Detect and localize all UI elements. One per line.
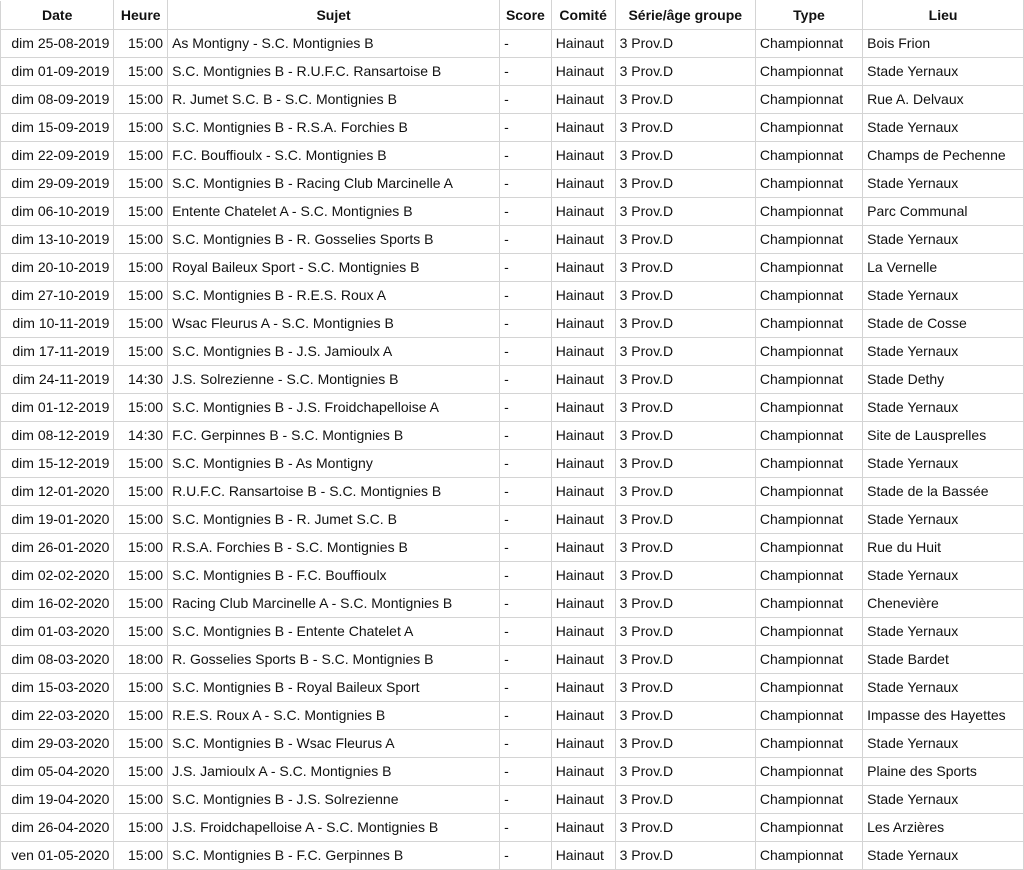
cell-sujet[interactable]: F.C. Bouffioulx - S.C. Montignies B xyxy=(168,142,500,170)
cell-sujet[interactable]: J.S. Solrezienne - S.C. Montignies B xyxy=(168,366,500,394)
cell-serie[interactable]: 3 Prov.D xyxy=(615,394,755,422)
cell-serie[interactable]: 3 Prov.D xyxy=(615,702,755,730)
cell-score[interactable]: - xyxy=(500,310,552,338)
cell-lieu[interactable]: Stade Yernaux xyxy=(863,786,1024,814)
table-row xyxy=(1,30,1024,58)
cell-date[interactable]: dim 05-04-2020 xyxy=(1,758,114,786)
table-row xyxy=(1,114,1024,142)
cell-type[interactable]: Championnat xyxy=(755,170,862,198)
header-date[interactable]: Date xyxy=(1,1,114,30)
cell-comite[interactable]: Hainaut xyxy=(551,86,615,114)
cell-heure[interactable]: 15:00 xyxy=(114,254,168,282)
cell-serie[interactable]: 3 Prov.D xyxy=(615,366,755,394)
cell-serie[interactable]: 3 Prov.D xyxy=(615,142,755,170)
table-row xyxy=(1,618,1024,646)
table-row xyxy=(1,254,1024,282)
cell-score[interactable]: - xyxy=(500,534,552,562)
cell-type[interactable]: Championnat xyxy=(755,198,862,226)
cell-type[interactable]: Championnat xyxy=(755,394,862,422)
cell-heure[interactable]: 15:00 xyxy=(114,394,168,422)
cell-heure[interactable]: 15:00 xyxy=(114,58,168,86)
cell-sujet[interactable]: R. Gosselies Sports B - S.C. Montignies B xyxy=(168,646,500,674)
cell-type[interactable]: Championnat xyxy=(755,814,862,842)
cell-score[interactable]: - xyxy=(500,590,552,618)
cell-lieu[interactable]: La Vernelle xyxy=(863,254,1024,282)
cell-comite[interactable]: Hainaut xyxy=(551,618,615,646)
table-row xyxy=(1,478,1024,506)
table-row xyxy=(1,366,1024,394)
cell-sujet[interactable]: R.S.A. Forchies B - S.C. Montignies B xyxy=(168,534,500,562)
cell-lieu[interactable]: Rue A. Delvaux xyxy=(863,86,1024,114)
cell-lieu[interactable]: Stade Yernaux xyxy=(863,450,1024,478)
cell-sujet[interactable]: S.C. Montignies B - J.S. Froidchapelloise A xyxy=(168,394,500,422)
header-type[interactable]: Type xyxy=(755,1,862,30)
table-row xyxy=(1,842,1024,870)
cell-comite[interactable]: Hainaut xyxy=(551,814,615,842)
cell-score[interactable]: - xyxy=(500,58,552,86)
cell-heure[interactable]: 15:00 xyxy=(114,674,168,702)
cell-serie[interactable]: 3 Prov.D xyxy=(615,450,755,478)
cell-score[interactable]: - xyxy=(500,786,552,814)
cell-sujet[interactable]: Wsac Fleurus A - S.C. Montignies B xyxy=(168,310,500,338)
cell-sujet[interactable]: S.C. Montignies B - Racing Club Marcinelle A xyxy=(168,170,500,198)
cell-score[interactable]: - xyxy=(500,758,552,786)
cell-comite[interactable]: Hainaut xyxy=(551,506,615,534)
cell-heure[interactable]: 14:30 xyxy=(114,366,168,394)
cell-date[interactable]: dim 20-10-2019 xyxy=(1,254,114,282)
cell-lieu[interactable]: Bois Frion xyxy=(863,30,1024,58)
cell-lieu[interactable]: Stade Yernaux xyxy=(863,338,1024,366)
cell-comite[interactable]: Hainaut xyxy=(551,758,615,786)
cell-type[interactable]: Championnat xyxy=(755,618,862,646)
table-row xyxy=(1,394,1024,422)
cell-comite[interactable]: Hainaut xyxy=(551,786,615,814)
cell-comite[interactable]: Hainaut xyxy=(551,394,615,422)
table-row xyxy=(1,282,1024,310)
cell-sujet[interactable]: S.C. Montignies B - Royal Baileux Sport xyxy=(168,674,500,702)
cell-type[interactable]: Championnat xyxy=(755,142,862,170)
cell-type[interactable]: Championnat xyxy=(755,786,862,814)
cell-comite[interactable]: Hainaut xyxy=(551,254,615,282)
cell-type[interactable]: Championnat xyxy=(755,450,862,478)
cell-serie[interactable]: 3 Prov.D xyxy=(615,254,755,282)
cell-heure[interactable]: 15:00 xyxy=(114,534,168,562)
cell-heure[interactable]: 15:00 xyxy=(114,170,168,198)
cell-heure[interactable]: 15:00 xyxy=(114,142,168,170)
cell-score[interactable]: - xyxy=(500,618,552,646)
cell-heure[interactable]: 15:00 xyxy=(114,114,168,142)
cell-lieu[interactable]: Stade Yernaux xyxy=(863,170,1024,198)
cell-serie[interactable]: 3 Prov.D xyxy=(615,730,755,758)
table-row xyxy=(1,646,1024,674)
cell-date[interactable]: dim 13-10-2019 xyxy=(1,226,114,254)
cell-serie[interactable]: 3 Prov.D xyxy=(615,422,755,450)
cell-lieu[interactable]: Stade Yernaux xyxy=(863,58,1024,86)
cell-lieu[interactable]: Site de Lausprelles xyxy=(863,422,1024,450)
cell-sujet[interactable]: As Montigny - S.C. Montignies B xyxy=(168,30,500,58)
cell-type[interactable]: Championnat xyxy=(755,30,862,58)
cell-score[interactable]: - xyxy=(500,730,552,758)
cell-lieu[interactable]: Stade Dethy xyxy=(863,366,1024,394)
cell-lieu[interactable]: Les Arzières xyxy=(863,814,1024,842)
cell-serie[interactable]: 3 Prov.D xyxy=(615,814,755,842)
cell-sujet[interactable]: S.C. Montignies B - Entente Chatelet A xyxy=(168,618,500,646)
cell-lieu[interactable]: Stade Yernaux xyxy=(863,562,1024,590)
cell-score[interactable]: - xyxy=(500,506,552,534)
cell-type[interactable]: Championnat xyxy=(755,562,862,590)
cell-date[interactable]: dim 26-01-2020 xyxy=(1,534,114,562)
cell-serie[interactable]: 3 Prov.D xyxy=(615,310,755,338)
table-row xyxy=(1,86,1024,114)
table-row xyxy=(1,422,1024,450)
cell-heure[interactable]: 18:00 xyxy=(114,646,168,674)
cell-serie[interactable]: 3 Prov.D xyxy=(615,58,755,86)
header-score[interactable]: Score xyxy=(500,1,552,30)
cell-heure[interactable]: 15:00 xyxy=(114,310,168,338)
cell-serie[interactable]: 3 Prov.D xyxy=(615,86,755,114)
cell-lieu[interactable]: Plaine des Sports xyxy=(863,758,1024,786)
table-row xyxy=(1,310,1024,338)
cell-score[interactable]: - xyxy=(500,338,552,366)
cell-comite[interactable]: Hainaut xyxy=(551,478,615,506)
cell-serie[interactable]: 3 Prov.D xyxy=(615,114,755,142)
cell-type[interactable]: Championnat xyxy=(755,338,862,366)
cell-comite[interactable]: Hainaut xyxy=(551,170,615,198)
cell-date[interactable]: dim 08-12-2019 xyxy=(1,422,114,450)
cell-date[interactable]: dim 16-02-2020 xyxy=(1,590,114,618)
cell-serie[interactable]: 3 Prov.D xyxy=(615,674,755,702)
cell-serie[interactable]: 3 Prov.D xyxy=(615,478,755,506)
table-row xyxy=(1,226,1024,254)
cell-comite[interactable]: Hainaut xyxy=(551,450,615,478)
cell-comite[interactable]: Hainaut xyxy=(551,366,615,394)
cell-serie[interactable]: 3 Prov.D xyxy=(615,758,755,786)
header-comite[interactable]: Comité xyxy=(551,1,615,30)
cell-date[interactable]: dim 01-09-2019 xyxy=(1,58,114,86)
cell-score[interactable]: - xyxy=(500,422,552,450)
cell-date[interactable]: dim 22-09-2019 xyxy=(1,142,114,170)
table-row xyxy=(1,786,1024,814)
cell-date[interactable]: dim 12-01-2020 xyxy=(1,478,114,506)
cell-heure[interactable]: 15:00 xyxy=(114,450,168,478)
cell-comite[interactable]: Hainaut xyxy=(551,562,615,590)
cell-heure[interactable]: 15:00 xyxy=(114,506,168,534)
cell-date[interactable]: dim 01-03-2020 xyxy=(1,618,114,646)
cell-sujet[interactable]: S.C. Montignies B - R.U.F.C. Ransartoise B xyxy=(168,58,500,86)
cell-lieu[interactable]: Stade Yernaux xyxy=(863,114,1024,142)
cell-heure[interactable]: 15:00 xyxy=(114,338,168,366)
cell-score[interactable]: - xyxy=(500,450,552,478)
cell-lieu[interactable]: Stade de Cosse xyxy=(863,310,1024,338)
cell-heure[interactable]: 14:30 xyxy=(114,422,168,450)
table-row xyxy=(1,534,1024,562)
cell-comite[interactable]: Hainaut xyxy=(551,590,615,618)
cell-date[interactable]: dim 01-12-2019 xyxy=(1,394,114,422)
cell-score[interactable]: - xyxy=(500,478,552,506)
header-sujet[interactable]: Sujet xyxy=(168,1,500,30)
cell-heure[interactable]: 15:00 xyxy=(114,198,168,226)
cell-comite[interactable]: Hainaut xyxy=(551,646,615,674)
cell-date[interactable]: dim 15-03-2020 xyxy=(1,674,114,702)
cell-comite[interactable]: Hainaut xyxy=(551,142,615,170)
cell-sujet[interactable]: J.S. Froidchapelloise A - S.C. Montignies B xyxy=(168,814,500,842)
table-row xyxy=(1,338,1024,366)
cell-date[interactable]: dim 24-11-2019 xyxy=(1,366,114,394)
cell-score[interactable]: - xyxy=(500,226,552,254)
cell-serie[interactable]: 3 Prov.D xyxy=(615,562,755,590)
cell-sujet[interactable]: Royal Baileux Sport - S.C. Montignies B xyxy=(168,254,500,282)
cell-score[interactable]: - xyxy=(500,254,552,282)
cell-comite[interactable]: Hainaut xyxy=(551,674,615,702)
cell-type[interactable]: Championnat xyxy=(755,58,862,86)
table-row xyxy=(1,814,1024,842)
cell-type[interactable]: Championnat xyxy=(755,254,862,282)
cell-heure[interactable]: 15:00 xyxy=(114,478,168,506)
cell-comite[interactable]: Hainaut xyxy=(551,282,615,310)
cell-serie[interactable]: 3 Prov.D xyxy=(615,30,755,58)
table-row xyxy=(1,142,1024,170)
cell-date[interactable]: dim 19-01-2020 xyxy=(1,506,114,534)
cell-heure[interactable]: 15:00 xyxy=(114,786,168,814)
table-row xyxy=(1,450,1024,478)
cell-score[interactable]: - xyxy=(500,30,552,58)
cell-date[interactable]: dim 25-08-2019 xyxy=(1,30,114,58)
cell-serie[interactable]: 3 Prov.D xyxy=(615,646,755,674)
cell-lieu[interactable]: Stade Yernaux xyxy=(863,842,1024,870)
cell-serie[interactable]: 3 Prov.D xyxy=(615,786,755,814)
cell-sujet[interactable]: R.E.S. Roux A - S.C. Montignies B xyxy=(168,702,500,730)
cell-sujet[interactable]: S.C. Montignies B - As Montigny xyxy=(168,450,500,478)
cell-heure[interactable]: 15:00 xyxy=(114,730,168,758)
cell-serie[interactable]: 3 Prov.D xyxy=(615,618,755,646)
cell-heure[interactable]: 15:00 xyxy=(114,842,168,870)
cell-comite[interactable]: Hainaut xyxy=(551,58,615,86)
cell-sujet[interactable]: R. Jumet S.C. B - S.C. Montignies B xyxy=(168,86,500,114)
cell-type[interactable]: Championnat xyxy=(755,758,862,786)
cell-type[interactable]: Championnat xyxy=(755,478,862,506)
cell-date[interactable]: dim 29-03-2020 xyxy=(1,730,114,758)
cell-score[interactable]: - xyxy=(500,702,552,730)
cell-date[interactable]: dim 22-03-2020 xyxy=(1,702,114,730)
cell-lieu[interactable]: Impasse des Hayettes xyxy=(863,702,1024,730)
table-row xyxy=(1,58,1024,86)
cell-heure[interactable]: 15:00 xyxy=(114,758,168,786)
header-heure[interactable]: Heure xyxy=(114,1,168,30)
cell-serie[interactable]: 3 Prov.D xyxy=(615,198,755,226)
cell-lieu[interactable]: Stade de la Bassée xyxy=(863,478,1024,506)
cell-date[interactable]: dim 15-09-2019 xyxy=(1,114,114,142)
cell-lieu[interactable]: Champs de Pechenne xyxy=(863,142,1024,170)
cell-heure[interactable]: 15:00 xyxy=(114,814,168,842)
cell-lieu[interactable]: Stade Yernaux xyxy=(863,394,1024,422)
table-row xyxy=(1,198,1024,226)
header-row xyxy=(1,1,1024,30)
cell-heure[interactable]: 15:00 xyxy=(114,86,168,114)
cell-score[interactable]: - xyxy=(500,646,552,674)
table-row xyxy=(1,170,1024,198)
cell-type[interactable]: Championnat xyxy=(755,534,862,562)
cell-type[interactable]: Championnat xyxy=(755,646,862,674)
schedule-body xyxy=(1,30,1024,870)
cell-comite[interactable]: Hainaut xyxy=(551,30,615,58)
cell-serie[interactable]: 3 Prov.D xyxy=(615,506,755,534)
cell-serie[interactable]: 3 Prov.D xyxy=(615,170,755,198)
cell-lieu[interactable]: Stade Bardet xyxy=(863,646,1024,674)
cell-date[interactable]: dim 15-12-2019 xyxy=(1,450,114,478)
cell-lieu[interactable]: Stade Yernaux xyxy=(863,618,1024,646)
cell-lieu[interactable]: Parc Communal xyxy=(863,198,1024,226)
cell-heure[interactable]: 15:00 xyxy=(114,282,168,310)
table-row xyxy=(1,758,1024,786)
cell-score[interactable]: - xyxy=(500,842,552,870)
cell-sujet[interactable]: S.C. Montignies B - F.C. Gerpinnes B xyxy=(168,842,500,870)
cell-date[interactable]: dim 10-11-2019 xyxy=(1,310,114,338)
cell-serie[interactable]: 3 Prov.D xyxy=(615,338,755,366)
header-serie[interactable]: Série/âge groupe xyxy=(615,1,755,30)
cell-type[interactable]: Championnat xyxy=(755,282,862,310)
cell-lieu[interactable]: Chenevière xyxy=(863,590,1024,618)
cell-heure[interactable]: 15:00 xyxy=(114,618,168,646)
table-row xyxy=(1,590,1024,618)
cell-comite[interactable]: Hainaut xyxy=(551,114,615,142)
table-row xyxy=(1,702,1024,730)
cell-score[interactable]: - xyxy=(500,114,552,142)
cell-type[interactable]: Championnat xyxy=(755,674,862,702)
cell-score[interactable]: - xyxy=(500,198,552,226)
cell-score[interactable]: - xyxy=(500,562,552,590)
cell-lieu[interactable]: Stade Yernaux xyxy=(863,506,1024,534)
cell-sujet[interactable]: S.C. Montignies B - Wsac Fleurus A xyxy=(168,730,500,758)
cell-lieu[interactable]: Stade Yernaux xyxy=(863,226,1024,254)
cell-comite[interactable]: Hainaut xyxy=(551,226,615,254)
cell-score[interactable]: - xyxy=(500,86,552,114)
cell-comite[interactable]: Hainaut xyxy=(551,842,615,870)
header-lieu[interactable]: Lieu xyxy=(863,1,1024,30)
cell-sujet[interactable]: S.C. Montignies B - R.E.S. Roux A xyxy=(168,282,500,310)
cell-lieu[interactable]: Stade Yernaux xyxy=(863,730,1024,758)
cell-type[interactable]: Championnat xyxy=(755,86,862,114)
cell-sujet[interactable]: S.C. Montignies B - J.S. Jamioulx A xyxy=(168,338,500,366)
cell-sujet[interactable]: S.C. Montignies B - R.S.A. Forchies B xyxy=(168,114,500,142)
cell-serie[interactable]: 3 Prov.D xyxy=(615,590,755,618)
cell-comite[interactable]: Hainaut xyxy=(551,534,615,562)
cell-date[interactable]: dim 17-11-2019 xyxy=(1,338,114,366)
cell-date[interactable]: dim 02-02-2020 xyxy=(1,562,114,590)
cell-comite[interactable]: Hainaut xyxy=(551,338,615,366)
cell-type[interactable]: Championnat xyxy=(755,842,862,870)
cell-type[interactable]: Championnat xyxy=(755,114,862,142)
cell-score[interactable]: - xyxy=(500,282,552,310)
cell-type[interactable]: Championnat xyxy=(755,366,862,394)
cell-heure[interactable]: 15:00 xyxy=(114,702,168,730)
cell-date[interactable]: dim 27-10-2019 xyxy=(1,282,114,310)
cell-sujet[interactable]: R.U.F.C. Ransartoise B - S.C. Montignies B xyxy=(168,478,500,506)
cell-type[interactable]: Championnat xyxy=(755,422,862,450)
cell-sujet[interactable]: S.C. Montignies B - R. Gosselies Sports B xyxy=(168,226,500,254)
cell-score[interactable]: - xyxy=(500,394,552,422)
cell-date[interactable]: dim 08-03-2020 xyxy=(1,646,114,674)
table-row xyxy=(1,506,1024,534)
cell-comite[interactable]: Hainaut xyxy=(551,702,615,730)
cell-comite[interactable]: Hainaut xyxy=(551,310,615,338)
cell-comite[interactable]: Hainaut xyxy=(551,730,615,758)
cell-lieu[interactable]: Stade Yernaux xyxy=(863,282,1024,310)
cell-date[interactable]: dim 26-04-2020 xyxy=(1,814,114,842)
cell-serie[interactable]: 3 Prov.D xyxy=(615,226,755,254)
cell-type[interactable]: Championnat xyxy=(755,506,862,534)
cell-comite[interactable]: Hainaut xyxy=(551,422,615,450)
cell-serie[interactable]: 3 Prov.D xyxy=(615,534,755,562)
cell-sujet[interactable]: Entente Chatelet A - S.C. Montignies B xyxy=(168,198,500,226)
cell-heure[interactable]: 15:00 xyxy=(114,226,168,254)
cell-sujet[interactable]: F.C. Gerpinnes B - S.C. Montignies B xyxy=(168,422,500,450)
table-row xyxy=(1,730,1024,758)
cell-score[interactable]: - xyxy=(500,170,552,198)
cell-lieu[interactable]: Rue du Huit xyxy=(863,534,1024,562)
cell-date[interactable]: dim 08-09-2019 xyxy=(1,86,114,114)
cell-score[interactable]: - xyxy=(500,674,552,702)
cell-serie[interactable]: 3 Prov.D xyxy=(615,282,755,310)
cell-date[interactable]: dim 06-10-2019 xyxy=(1,198,114,226)
cell-sujet[interactable]: S.C. Montignies B - J.S. Solrezienne xyxy=(168,786,500,814)
cell-type[interactable]: Championnat xyxy=(755,226,862,254)
cell-type[interactable]: Championnat xyxy=(755,310,862,338)
cell-sujet[interactable]: S.C. Montignies B - R. Jumet S.C. B xyxy=(168,506,500,534)
cell-sujet[interactable]: S.C. Montignies B - F.C. Bouffioulx xyxy=(168,562,500,590)
cell-type[interactable]: Championnat xyxy=(755,730,862,758)
cell-heure[interactable]: 15:00 xyxy=(114,590,168,618)
cell-lieu[interactable]: Stade Yernaux xyxy=(863,674,1024,702)
cell-date[interactable]: dim 29-09-2019 xyxy=(1,170,114,198)
table-row xyxy=(1,674,1024,702)
cell-sujet[interactable]: Racing Club Marcinelle A - S.C. Montignies B xyxy=(168,590,500,618)
cell-score[interactable]: - xyxy=(500,366,552,394)
cell-heure[interactable]: 15:00 xyxy=(114,30,168,58)
cell-date[interactable]: ven 01-05-2020 xyxy=(1,842,114,870)
cell-score[interactable]: - xyxy=(500,142,552,170)
table-row xyxy=(1,562,1024,590)
cell-score[interactable]: - xyxy=(500,814,552,842)
cell-comite[interactable]: Hainaut xyxy=(551,198,615,226)
cell-type[interactable]: Championnat xyxy=(755,590,862,618)
cell-date[interactable]: dim 19-04-2020 xyxy=(1,786,114,814)
cell-serie[interactable]: 3 Prov.D xyxy=(615,842,755,870)
cell-sujet[interactable]: J.S. Jamioulx A - S.C. Montignies B xyxy=(168,758,500,786)
cell-heure[interactable]: 15:00 xyxy=(114,562,168,590)
cell-type[interactable]: Championnat xyxy=(755,702,862,730)
